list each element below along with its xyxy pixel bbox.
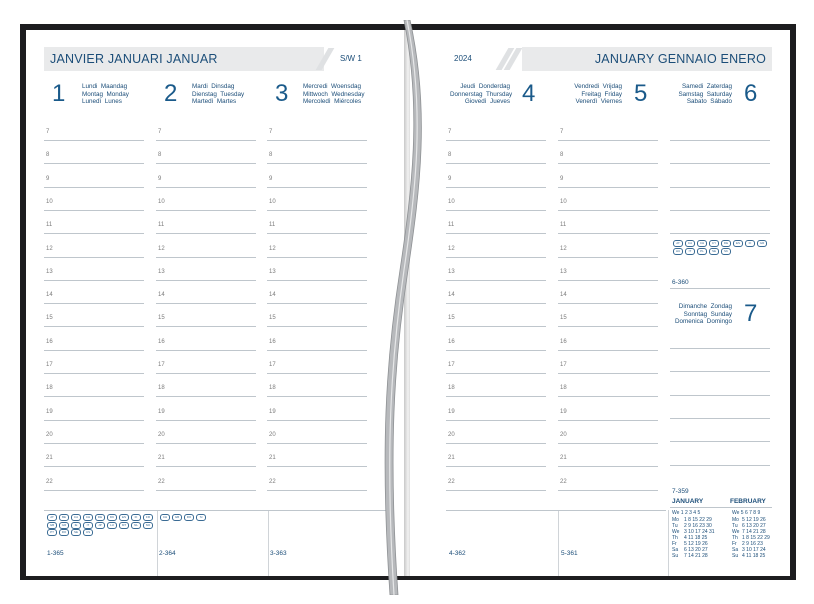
mini-cal-month-feb: FEBRUARY (730, 498, 766, 505)
mini-cal-feb-row: 2 9 16 23 (742, 541, 763, 547)
holiday-country-chips (159, 514, 207, 521)
hour-line (446, 140, 546, 141)
hour-label: 21 (269, 455, 276, 462)
hour-label: 20 (560, 431, 567, 438)
country-chip: SE (71, 529, 81, 536)
day-count: 7-359 (672, 488, 689, 495)
hour-line (558, 490, 658, 491)
sunday-line (670, 465, 770, 466)
hour-line (44, 280, 144, 281)
hour-label: 9 (269, 175, 273, 182)
country-chip: NL (131, 522, 141, 529)
hour-line (156, 187, 256, 188)
hour-label: 7 (158, 129, 162, 135)
mini-cal-divider (670, 507, 772, 508)
hour-line (44, 303, 144, 304)
hour-line (44, 163, 144, 164)
hour-label: 17 (158, 362, 165, 368)
country-chip: CH (83, 514, 93, 521)
hour-line (44, 350, 144, 351)
hour-line (267, 350, 367, 351)
hour-label: 15 (560, 315, 567, 322)
day-names: Dimanche Zondag Sonntag Sunday Domenica Domingo (674, 303, 732, 325)
hour-line (156, 140, 256, 141)
hour-label: 21 (46, 455, 53, 462)
mini-cal-weekday: Sa (672, 547, 679, 553)
day-number: 3 (275, 80, 289, 107)
hour-label: 17 (269, 362, 276, 368)
day-number: 7 (744, 300, 758, 327)
country-chip: SI (196, 514, 206, 521)
hour-line (44, 257, 144, 258)
hour-line (558, 420, 658, 421)
country-chip: DE (721, 240, 731, 247)
hour-line (156, 443, 256, 444)
hour-line (267, 163, 367, 164)
hour-label: 13 (448, 268, 455, 275)
hour-line (446, 257, 546, 258)
country-chip: DE (95, 514, 105, 521)
hour-label: 10 (448, 198, 455, 205)
hour-line (44, 443, 144, 444)
day-names: Vendredi Vrijdag Freitag Friday Venerdì Viernes (574, 83, 622, 105)
hour-label: 14 (560, 292, 567, 299)
hour-line (156, 280, 256, 281)
saturday-bottom-line (670, 288, 770, 289)
week-number: S/W 1 (340, 54, 362, 63)
hour-line (267, 466, 367, 467)
saturday-line (670, 163, 770, 164)
sunday-line (670, 441, 770, 442)
hour-label: 11 (448, 222, 455, 229)
hour-line (558, 443, 658, 444)
country-chip: NO (143, 522, 153, 529)
hour-line (558, 140, 658, 141)
hour-label: 18 (46, 385, 53, 392)
month-header-right (522, 47, 772, 71)
hour-line (558, 396, 658, 397)
hour-line (156, 420, 256, 421)
hour-label: 20 (158, 431, 165, 438)
day-count: 3-363 (270, 550, 287, 557)
mini-cal-jan-row: 2 9 16 23 30 (684, 523, 712, 529)
country-chip: FI (745, 240, 755, 247)
country-chip: BE (59, 514, 69, 521)
hour-line (44, 140, 144, 141)
hour-label: 7 (269, 129, 273, 135)
hour-line (267, 443, 367, 444)
hour-line (267, 396, 367, 397)
hour-label: 18 (448, 385, 455, 392)
hour-line (558, 280, 658, 281)
hour-label: 12 (448, 245, 455, 252)
mini-cal-weekday: Su (732, 553, 739, 559)
hour-line (446, 326, 546, 327)
mini-cal-jan-row: 3 10 17 24 31 (684, 529, 715, 535)
sunday-line (670, 348, 770, 349)
country-chip: FR (143, 514, 153, 521)
column-divider (558, 510, 559, 576)
country-chip: FI (131, 514, 141, 521)
hour-line (446, 373, 546, 374)
mini-cal-weekday: Tu (732, 523, 738, 529)
hour-label: 11 (269, 222, 276, 229)
hour-line (44, 396, 144, 397)
hour-line (446, 280, 546, 281)
hour-label: 15 (158, 315, 165, 322)
hour-label: 15 (269, 315, 276, 322)
day-count: 6-360 (672, 279, 689, 286)
hour-line (558, 373, 658, 374)
mini-cal-jan-row: 4 11 18 25 (684, 535, 708, 541)
country-chip: SK (721, 248, 731, 255)
mini-cal-weekday: Fr (732, 541, 737, 547)
hour-line (558, 187, 658, 188)
country-chip: GB (47, 522, 57, 529)
hour-line (44, 210, 144, 211)
country-chip: CA (685, 240, 695, 247)
hour-line (267, 140, 367, 141)
hour-line (156, 233, 256, 234)
hour-label: 22 (46, 478, 53, 485)
notes-divider (446, 510, 666, 511)
hour-label: 7 (448, 129, 452, 135)
mini-cal-weekday: Mo (732, 517, 739, 523)
country-chip: AT (673, 240, 683, 247)
mini-cal-jan-row: 1 8 15 22 29 (684, 517, 712, 523)
hour-label: 12 (158, 245, 165, 252)
country-chip: CH (160, 514, 170, 521)
country-chip: GR (757, 240, 767, 247)
hour-line (446, 233, 546, 234)
sunday-line (670, 418, 770, 419)
hour-line (156, 373, 256, 374)
mini-cal-feb-row: 3 10 17 24 (742, 547, 766, 553)
hour-line (156, 396, 256, 397)
country-chip: ES (119, 514, 129, 521)
country-chip: GB (172, 514, 182, 521)
hour-label: 19 (46, 408, 53, 415)
hour-line (267, 373, 367, 374)
hour-label: 11 (46, 222, 53, 229)
hour-label: 12 (560, 245, 567, 252)
left-page (26, 30, 406, 576)
mini-cal-weekday: Th (732, 535, 738, 541)
mini-cal-weekday: Su (672, 553, 679, 559)
hour-label: 10 (269, 198, 276, 205)
hour-line (267, 326, 367, 327)
hour-line (267, 187, 367, 188)
column-divider (268, 510, 269, 576)
hour-line (156, 210, 256, 211)
hour-label: 11 (158, 222, 165, 229)
hour-label: 21 (158, 455, 165, 462)
hour-line (267, 280, 367, 281)
hour-label: 10 (158, 198, 165, 205)
month-title-left: JANVIER JANUARI JANUAR (50, 52, 218, 66)
hour-label: 12 (46, 245, 53, 252)
hour-label: 11 (560, 222, 567, 229)
mini-cal-weekday: Sa (732, 547, 739, 553)
day-names: Mercredi Woensdag Mittwoch Wednesday Mercoledì Miércoles (303, 83, 365, 105)
mini-cal-weekday: We (732, 529, 740, 535)
hour-label: 13 (46, 268, 53, 275)
saturday-line (670, 233, 770, 234)
day-names: Jeudi Donderdag Donnerstag Thursday Giovedì Jueves (450, 83, 513, 105)
mini-cal-week-row: We 1 2 3 4 5 (672, 510, 701, 516)
hour-label: 14 (269, 292, 276, 299)
mini-cal-feb-row: 6 13 20 27 (742, 523, 766, 529)
mini-cal-jan-row: 5 12 19 26 (684, 541, 708, 547)
hour-label: 22 (158, 478, 165, 485)
country-chip: DK (107, 514, 117, 521)
hour-label: 17 (46, 362, 53, 368)
hour-line (267, 490, 367, 491)
hour-line (446, 396, 546, 397)
holiday-country-chips (46, 514, 154, 536)
country-chip: IE (71, 522, 81, 529)
notes-divider (44, 510, 388, 511)
mini-cal-weekday: Fr (672, 541, 677, 547)
day-count: 5-361 (561, 550, 578, 557)
hour-line (558, 257, 658, 258)
hour-label: 18 (269, 385, 276, 392)
hour-line (267, 420, 367, 421)
day-number: 5 (634, 80, 648, 107)
hour-label: 20 (448, 431, 455, 438)
hour-label: 14 (448, 292, 455, 299)
hour-line (446, 187, 546, 188)
hour-line (558, 303, 658, 304)
hour-line (558, 233, 658, 234)
country-chip: LU (107, 522, 117, 529)
hour-line (156, 466, 256, 467)
day-count: 2-364 (159, 550, 176, 557)
hour-label: 20 (46, 431, 53, 438)
hour-line (446, 163, 546, 164)
year-label: 2024 (454, 54, 472, 63)
hour-line (446, 303, 546, 304)
hour-line (446, 420, 546, 421)
mini-cal-feb-row: 1 8 15 22 29 (742, 535, 770, 541)
day-names: Samedi Zaterdag Samstag Saturday Sabato Sábado (678, 83, 732, 105)
country-chip: PL (697, 248, 707, 255)
hour-label: 19 (269, 408, 276, 415)
hour-line (558, 210, 658, 211)
hour-line (156, 350, 256, 351)
hour-line (156, 257, 256, 258)
country-chip: CH (697, 240, 707, 247)
sunday-line (670, 395, 770, 396)
mini-cal-weekday: Mo (672, 517, 679, 523)
hour-label: 7 (46, 129, 50, 135)
hour-line (558, 466, 658, 467)
day-names: Mardi Dinsdag Dienstag Tuesday Martedì Martes (192, 83, 245, 105)
hour-line (44, 326, 144, 327)
hour-label: 10 (46, 198, 53, 205)
hour-label: 16 (269, 338, 276, 345)
country-chip: ES (733, 240, 743, 247)
hour-line (558, 350, 658, 351)
day-number: 6 (744, 80, 758, 107)
hour-label: 16 (560, 338, 567, 345)
hour-label: 12 (269, 245, 276, 252)
hour-label: 14 (158, 292, 165, 299)
hour-label: 9 (560, 175, 564, 182)
hour-label: 22 (560, 478, 567, 485)
mini-cal-feb-row: 4 11 18 25 (742, 553, 766, 559)
hour-label: 17 (448, 362, 455, 368)
hour-line (44, 490, 144, 491)
right-page (410, 30, 790, 576)
hour-label: 8 (560, 152, 564, 159)
country-chip: JP (95, 522, 105, 529)
mini-cal-feb-row: 7 14 21 28 (742, 529, 766, 535)
mini-cal-week-row: We 5 6 7 8 9 (732, 510, 761, 516)
hour-line (267, 257, 367, 258)
saturday-line (670, 140, 770, 141)
country-chip: AT (47, 514, 57, 521)
hour-line (267, 233, 367, 234)
hour-label: 8 (269, 152, 273, 159)
hour-line (156, 163, 256, 164)
mini-cal-month-jan: JANUARY (672, 498, 704, 505)
hour-line (558, 163, 658, 164)
hour-label: 8 (158, 152, 162, 159)
country-chip: PT (47, 529, 57, 536)
hour-line (446, 490, 546, 491)
country-chip: CY (709, 240, 719, 247)
hour-label: 16 (158, 338, 165, 345)
month-title-right: JANUARY GENNAIO ENERO (594, 52, 766, 66)
country-chip: GR (59, 522, 69, 529)
hour-label: 15 (46, 315, 53, 322)
country-chip: MT (119, 522, 129, 529)
hour-label: 7 (560, 129, 564, 135)
holiday-country-chips (672, 240, 772, 255)
hour-label: 18 (158, 385, 165, 392)
hour-label: 20 (269, 431, 276, 438)
bookmark-ribbon (380, 20, 440, 595)
column-divider (668, 510, 669, 576)
country-chip: RO (184, 514, 194, 521)
hour-line (446, 210, 546, 211)
hour-label: 13 (269, 268, 276, 275)
hour-line (44, 373, 144, 374)
country-chip: SE (709, 248, 719, 255)
hour-label: 19 (158, 408, 165, 415)
hour-line (44, 187, 144, 188)
day-count: 1-365 (47, 550, 64, 557)
hour-label: 10 (560, 198, 567, 205)
country-chip: HU (673, 248, 683, 255)
day-names: Lundi Maandag Montag Monday Lunedì Lunes (82, 83, 129, 105)
mini-cal-feb-row: 5 12 19 26 (742, 517, 766, 523)
month-header-left (44, 47, 324, 71)
country-chip: CA (71, 514, 81, 521)
hour-line (558, 326, 658, 327)
hour-line (156, 303, 256, 304)
hour-label: 8 (448, 152, 452, 159)
hour-label: 9 (46, 175, 50, 182)
mini-cal-jan-row: 6 13 20 27 (684, 547, 708, 553)
mini-cal-jan-row: 7 14 21 28 (684, 553, 708, 559)
mini-cal-weekday: Tu (672, 523, 678, 529)
hour-label: 13 (560, 268, 567, 275)
hour-label: 9 (448, 175, 452, 182)
mini-cal-weekday: We (672, 529, 680, 535)
day-number: 1 (52, 80, 66, 107)
mini-cal-weekday: Th (672, 535, 678, 541)
country-chip: US (83, 529, 93, 536)
hour-label: 14 (46, 292, 53, 299)
hour-label: 19 (560, 408, 567, 415)
hour-label: 22 (269, 478, 276, 485)
day-number: 2 (164, 80, 178, 107)
hour-line (267, 303, 367, 304)
country-chip: IT (685, 248, 695, 255)
hour-line (446, 466, 546, 467)
hour-label: 16 (448, 338, 455, 345)
hour-label: 13 (158, 268, 165, 275)
day-number: 4 (522, 80, 536, 107)
hour-label: 18 (560, 385, 567, 392)
hour-line (156, 326, 256, 327)
day-count: 4-362 (449, 550, 466, 557)
country-chip: RO (59, 529, 69, 536)
hour-label: 21 (448, 455, 455, 462)
hour-line (156, 490, 256, 491)
hour-line (44, 466, 144, 467)
hour-line (446, 350, 546, 351)
hour-label: 9 (158, 175, 162, 182)
hour-line (267, 210, 367, 211)
hour-label: 21 (560, 455, 567, 462)
column-divider (157, 510, 158, 576)
sunday-line (670, 371, 770, 372)
saturday-line (670, 210, 770, 211)
country-chip: IT (83, 522, 93, 529)
hour-line (44, 420, 144, 421)
hour-line (446, 443, 546, 444)
hour-label: 16 (46, 338, 53, 345)
hour-label: 22 (448, 478, 455, 485)
saturday-line (670, 187, 770, 188)
hour-label: 8 (46, 152, 50, 159)
hour-label: 15 (448, 315, 455, 322)
hour-line (44, 233, 144, 234)
hour-label: 17 (560, 362, 567, 368)
hour-label: 19 (448, 408, 455, 415)
